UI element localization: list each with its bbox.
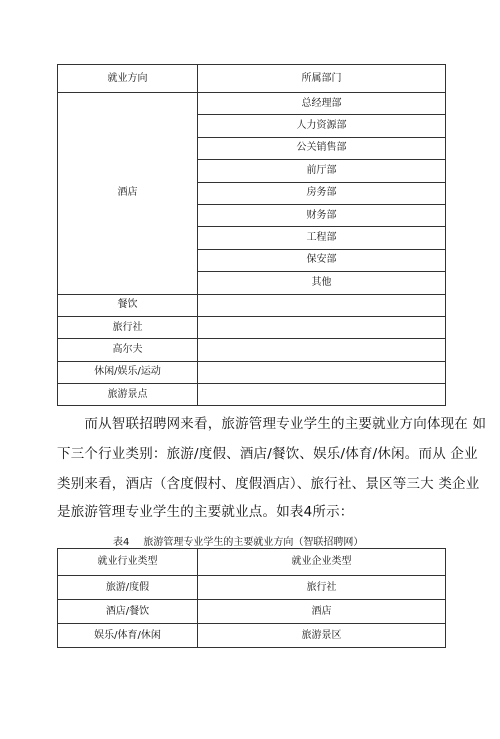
table-row xyxy=(58,316,446,338)
table-caption xyxy=(113,533,363,548)
table-header-row xyxy=(58,65,446,93)
department-cell: 前厅部 xyxy=(198,160,446,182)
department-cell: 房务部 xyxy=(198,182,446,204)
body-paragraph-line: 是旅游管理专业学生的主要就业点。如表4所示： xyxy=(57,504,354,520)
employment-department-table xyxy=(57,64,446,406)
table-header-row xyxy=(58,549,446,576)
department-cell: 财务部 xyxy=(198,204,446,226)
department-cell xyxy=(198,384,446,406)
body-paragraph-line: 而从智联招聘网来看，旅游管理专业学生的主要就业方向体现在 如 xyxy=(57,416,487,432)
header-cell: 就业行业类型 xyxy=(58,549,198,576)
table-row xyxy=(58,93,446,115)
hotel-cell: 酒店 xyxy=(58,93,198,295)
table-caption-label: 表4 xyxy=(113,537,130,548)
employment-industry-table xyxy=(57,548,446,648)
table-row xyxy=(58,576,446,600)
department-cell: 其他 xyxy=(198,272,446,294)
direction-cell: 餐饮 xyxy=(58,294,198,316)
department-cell xyxy=(198,361,446,383)
enterprise-cell: 酒店 xyxy=(198,600,446,624)
department-cell: 总经理部 xyxy=(198,93,446,115)
header-cell: 就业企业类型 xyxy=(198,549,446,576)
industry-cell: 娱乐/体育/休闲 xyxy=(58,624,198,648)
table-caption-text: 旅游管理专业学生的主要就业方向（智联招聘网） xyxy=(143,537,364,548)
department-cell xyxy=(198,316,446,338)
table-row xyxy=(58,600,446,624)
enterprise-cell: 旅行社 xyxy=(198,576,446,600)
direction-cell: 旅游景点 xyxy=(58,384,198,406)
direction-cell: 休闲/娱乐/运动 xyxy=(58,361,198,383)
enterprise-cell: 旅游景区 xyxy=(198,624,446,648)
table-row xyxy=(58,624,446,648)
table-row xyxy=(58,339,446,361)
department-cell xyxy=(198,339,446,361)
department-cell xyxy=(198,294,446,316)
header-cell: 所属部门 xyxy=(198,65,446,93)
industry-cell: 旅游/度假 xyxy=(58,576,198,600)
department-cell: 保安部 xyxy=(198,249,446,271)
department-cell: 工程部 xyxy=(198,227,446,249)
table-row xyxy=(58,361,446,383)
industry-cell: 酒店/餐饮 xyxy=(58,600,198,624)
direction-cell: 高尔夫 xyxy=(58,339,198,361)
table-row xyxy=(58,384,446,406)
body-paragraph-line: 下三个行业类别：旅游/度假、酒店/餐饮、娱乐/体育/休闲。而从 企业 xyxy=(57,446,478,462)
department-cell: 公关销售部 xyxy=(198,137,446,159)
body-paragraph-line: 类别来看，酒店（含度假村、度假酒店）、旅行社、景区等三大 类企业 xyxy=(57,476,480,492)
table-row xyxy=(58,294,446,316)
header-cell: 就业方向 xyxy=(58,65,198,93)
department-cell: 人力资源部 xyxy=(198,115,446,137)
direction-cell: 旅行社 xyxy=(58,316,198,338)
